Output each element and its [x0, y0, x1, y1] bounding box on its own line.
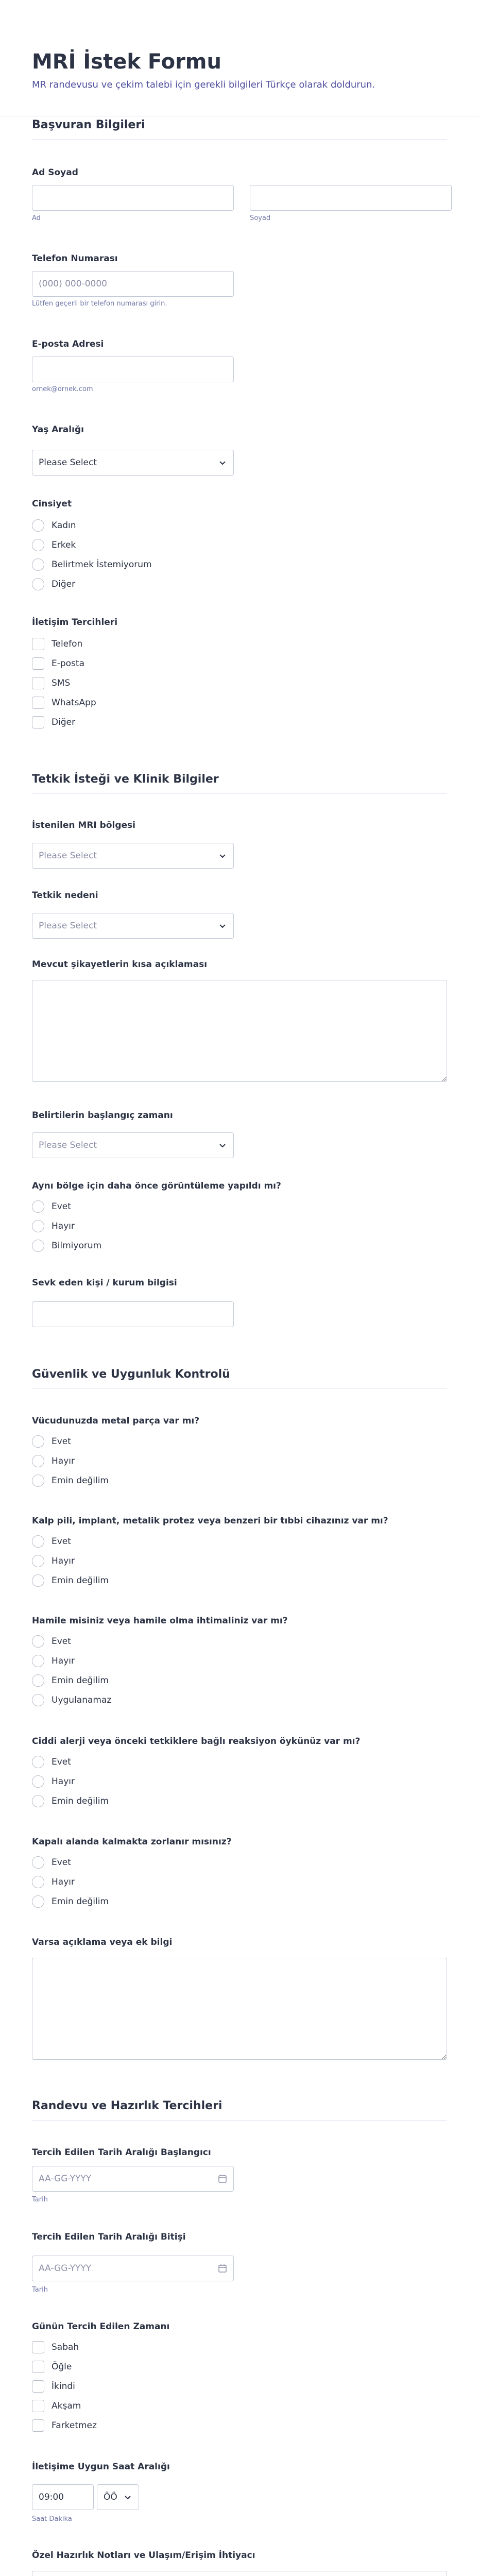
radio-option[interactable] — [32, 1218, 101, 1234]
reason-select-value: Please Select — [39, 921, 97, 931]
option-label: Hayır — [52, 1877, 75, 1887]
last-name-sublabel: Soyad — [250, 214, 271, 222]
radio-option[interactable] — [32, 1653, 111, 1669]
chevron-down-icon — [218, 1141, 227, 1150]
radio-button[interactable] — [32, 539, 44, 551]
option-label: Evet — [52, 1436, 71, 1447]
age-select-value: Please Select — [39, 457, 97, 468]
radio-option[interactable] — [32, 1553, 109, 1569]
radio-option[interactable] — [32, 1692, 111, 1708]
radio-option[interactable] — [32, 1238, 101, 1253]
checkbox[interactable] — [32, 638, 44, 650]
phone-label: Telefon Numarası — [32, 253, 118, 264]
checkbox[interactable] — [32, 657, 44, 670]
metal-label: Vücudunuzda metal parça var mı? — [32, 1416, 200, 1426]
radio-option[interactable] — [32, 1673, 111, 1688]
radio-option[interactable] — [32, 1855, 109, 1870]
section-divider — [32, 1388, 447, 1389]
start-date-sublabel: Tarih — [32, 2196, 48, 2204]
radio-option[interactable] — [32, 557, 152, 572]
option-label: Öğle — [52, 2362, 72, 2372]
page-title: MRİ İstek Formu — [32, 50, 221, 74]
section-divider — [32, 139, 447, 140]
checkbox-option[interactable] — [32, 715, 96, 730]
radio-button[interactable] — [32, 1574, 44, 1587]
checkbox[interactable] — [32, 677, 44, 689]
notes-textarea[interactable] — [32, 1958, 447, 2060]
time-of-day-label: Günün Tercih Edilen Zamanı — [32, 2321, 170, 2332]
radio-option[interactable] — [32, 577, 152, 592]
form-header — [0, 0, 479, 116]
onset-select-value: Please Select — [39, 1140, 97, 1150]
radio-button[interactable] — [32, 1655, 44, 1667]
chevron-down-icon — [218, 851, 227, 860]
pregnant-label: Hamile misiniz veya hamile olma ihtimaliniz var mı? — [32, 1616, 288, 1626]
option-label: Evet — [52, 1536, 71, 1547]
checkbox[interactable] — [32, 2380, 44, 2393]
option-label: Evet — [52, 1201, 71, 1212]
gender-label: Cinsiyet — [32, 499, 72, 509]
checkbox[interactable] — [32, 2361, 44, 2373]
contact-options — [32, 636, 96, 734]
option-label: Farketmez — [52, 2420, 97, 2431]
end-date-placeholder: AA-GG-YYYY — [39, 2263, 92, 2274]
special-notes-label: Özel Hazırlık Notları ve Ulaşım/Erişim İhtiyacı — [32, 2550, 255, 2561]
checkbox-option[interactable] — [32, 695, 96, 710]
region-select[interactable] — [32, 843, 234, 869]
first-name-sublabel: Ad — [32, 214, 41, 222]
radio-button[interactable] — [32, 558, 44, 571]
prior-options — [32, 1199, 101, 1258]
radio-button[interactable] — [32, 1220, 44, 1232]
option-label: Hayır — [52, 1456, 75, 1466]
checkbox[interactable] — [32, 716, 44, 728]
radio-option[interactable] — [32, 1754, 109, 1770]
referrer-label: Sevk eden kişi / kurum bilgisi — [32, 1278, 177, 1288]
hour-input[interactable] — [32, 2484, 94, 2510]
radio-button[interactable] — [32, 1475, 44, 1487]
radio-option[interactable] — [32, 1534, 109, 1549]
checkbox-option[interactable] — [32, 636, 96, 652]
email-label: E-posta Adresi — [32, 339, 104, 349]
email-input[interactable] — [32, 357, 234, 382]
section-title-safety: Güvenlik ve Uygunluk Kontrolü — [32, 1368, 230, 1381]
option-label: Hayır — [52, 1556, 75, 1566]
option-label: Evet — [52, 1757, 71, 1767]
option-label: Hayır — [52, 1776, 75, 1787]
option-label: Bilmiyorum — [52, 1241, 102, 1251]
radio-option[interactable] — [32, 1573, 109, 1588]
calendar-icon[interactable] — [218, 2264, 227, 2273]
onset-select[interactable] — [32, 1132, 234, 1158]
option-label: Diğer — [52, 579, 76, 589]
phone-help: Lütfen geçerli bir telefon numarası girin. — [32, 300, 167, 308]
option-label: Hayır — [52, 1221, 75, 1231]
checkbox-option[interactable] — [32, 675, 96, 691]
radio-button[interactable] — [32, 1876, 44, 1888]
checkbox-option[interactable] — [32, 2398, 97, 2414]
option-label: Evet — [52, 1636, 71, 1647]
checkbox[interactable] — [32, 2400, 44, 2412]
radio-button[interactable] — [32, 1856, 44, 1869]
option-label: Emin değilim — [52, 1896, 109, 1907]
checkbox[interactable] — [32, 697, 44, 709]
claustro-label: Kapalı alanda kalmakta zorlanır mısınız? — [32, 1837, 232, 1847]
radio-option[interactable] — [32, 1793, 109, 1809]
calendar-icon[interactable] — [218, 2174, 227, 2183]
section-divider — [32, 793, 447, 794]
radio-button[interactable] — [32, 1455, 44, 1467]
onset-label: Belirtilerin başlangıç zamanı — [32, 1110, 173, 1121]
phone-input[interactable] — [32, 271, 234, 297]
option-label: Emin değilim — [52, 1476, 109, 1486]
chevron-down-icon — [123, 2493, 132, 2502]
last-name-input[interactable] — [250, 185, 452, 211]
radio-button[interactable] — [32, 1775, 44, 1788]
option-label: Akşam — [52, 2401, 81, 2411]
special-notes-textarea[interactable] — [32, 2571, 447, 2576]
radio-button[interactable] — [32, 1795, 44, 1807]
radio-option[interactable] — [32, 1453, 109, 1469]
contact-label: İletişim Tercihleri — [32, 617, 118, 628]
checkbox-option[interactable] — [32, 2359, 97, 2375]
option-label: Belirtmek İstemiyorum — [52, 560, 152, 570]
start-date-input[interactable] — [32, 2166, 234, 2192]
chevron-down-icon — [218, 921, 227, 930]
radio-option[interactable] — [32, 1774, 109, 1789]
radio-option[interactable] — [32, 1434, 109, 1449]
notes-label: Varsa açıklama veya ek bilgi — [32, 1937, 173, 1947]
page-subtitle: MR randevusu ve çekim talebi için gerekli bilgileri Türkçe olarak doldurun. — [32, 79, 375, 90]
radio-option[interactable] — [32, 1874, 109, 1890]
age-select[interactable] — [32, 450, 234, 476]
checkbox-option[interactable] — [32, 2340, 97, 2355]
option-label: Evet — [52, 1857, 71, 1868]
claustro-options — [32, 1855, 109, 1913]
radio-option[interactable] — [32, 537, 152, 553]
radio-option[interactable] — [32, 1199, 101, 1214]
reason-select[interactable] — [32, 913, 234, 939]
radio-option[interactable] — [32, 518, 152, 533]
radio-button[interactable] — [32, 1694, 44, 1706]
email-help: ornek@ornek.com — [32, 385, 93, 393]
section-title-applicant: Başvuran Bilgileri — [32, 118, 145, 131]
age-label: Yaş Aralığı — [32, 425, 84, 435]
radio-button[interactable] — [32, 1555, 44, 1567]
option-label: E-posta — [52, 658, 85, 669]
section-title-clinical: Tetkik İsteği ve Klinik Bilgiler — [32, 773, 219, 786]
pregnant-options — [32, 1634, 111, 1712]
first-name-input[interactable] — [32, 185, 234, 211]
end-date-label: Tercih Edilen Tarih Aralığı Bitişi — [32, 2232, 186, 2242]
ampm-select[interactable] — [97, 2484, 139, 2510]
gender-options — [32, 518, 152, 596]
prior-label: Aynı bölge için daha önce görüntüleme yapıldı mı? — [32, 1181, 281, 1191]
option-label: Kadın — [52, 520, 76, 531]
radio-button[interactable] — [32, 1756, 44, 1768]
start-date-label: Tercih Edilen Tarih Aralığı Başlangıcı — [32, 2147, 211, 2158]
radio-button[interactable] — [32, 1535, 44, 1548]
region-label: İstenilen MRI bölgesi — [32, 820, 135, 831]
checkbox[interactable] — [32, 2419, 44, 2432]
section-title-appointment: Randevu ve Hazırlık Tercihleri — [32, 2099, 223, 2112]
ampm-value: ÖÖ — [104, 2492, 117, 2502]
time-of-day-options — [32, 2340, 97, 2437]
radio-button[interactable] — [32, 1895, 44, 1908]
name-label: Ad Soyad — [32, 167, 78, 178]
option-label: İkindi — [52, 2381, 75, 2392]
radio-button[interactable] — [32, 578, 44, 590]
chevron-down-icon — [218, 458, 227, 467]
start-date-placeholder: AA-GG-YYYY — [39, 2174, 92, 2184]
radio-button[interactable] — [32, 519, 44, 532]
checkbox[interactable] — [32, 2341, 44, 2353]
complaint-textarea[interactable] — [32, 980, 447, 1082]
device-label: Kalp pili, implant, metalik protez veya benzeri bir tıbbi cihazınız var mı? — [32, 1516, 388, 1526]
option-label: SMS — [52, 678, 71, 688]
option-label: Diğer — [52, 717, 76, 727]
option-label: Emin değilim — [52, 1796, 109, 1806]
hour-value: 09:00 — [39, 2492, 64, 2502]
end-date-sublabel: Tarih — [32, 2286, 48, 2294]
checkbox-option[interactable] — [32, 2379, 97, 2394]
radio-button[interactable] — [32, 1240, 44, 1252]
device-options — [32, 1534, 109, 1592]
allergy-options — [32, 1754, 109, 1813]
radio-option[interactable] — [32, 1634, 111, 1649]
complaint-label: Mevcut şikayetlerin kısa açıklaması — [32, 959, 208, 970]
radio-option[interactable] — [32, 1894, 109, 1909]
radio-option[interactable] — [32, 1473, 109, 1488]
end-date-input[interactable] — [32, 2256, 234, 2281]
option-label: Uygulanamaz — [52, 1695, 112, 1705]
region-select-value: Please Select — [39, 851, 97, 861]
option-label: Hayır — [52, 1656, 75, 1666]
checkbox-option[interactable] — [32, 656, 96, 671]
option-label: Sabah — [52, 2342, 79, 2352]
radio-button[interactable] — [32, 1435, 44, 1448]
section-divider — [32, 2120, 447, 2121]
option-label: Emin değilim — [52, 1575, 109, 1586]
metal-options — [32, 1434, 109, 1493]
option-label: Emin değilim — [52, 1675, 109, 1686]
hour-label: İletişime Uygun Saat Aralığı — [32, 2462, 170, 2472]
referrer-input[interactable] — [32, 1301, 234, 1327]
option-label: Telefon — [52, 639, 83, 649]
reason-label: Tetkik nedeni — [32, 890, 98, 901]
allergy-label: Ciddi alerji veya önceki tetkiklere bağlı reaksiyon öykünüz var mı? — [32, 1736, 361, 1747]
option-label: Erkek — [52, 540, 76, 550]
radio-button[interactable] — [32, 1200, 44, 1213]
option-label: WhatsApp — [52, 698, 96, 708]
checkbox-option[interactable] — [32, 2418, 97, 2433]
hour-sublabel: Saat Dakika — [32, 2515, 72, 2523]
radio-button[interactable] — [32, 1635, 44, 1648]
radio-button[interactable] — [32, 1674, 44, 1687]
